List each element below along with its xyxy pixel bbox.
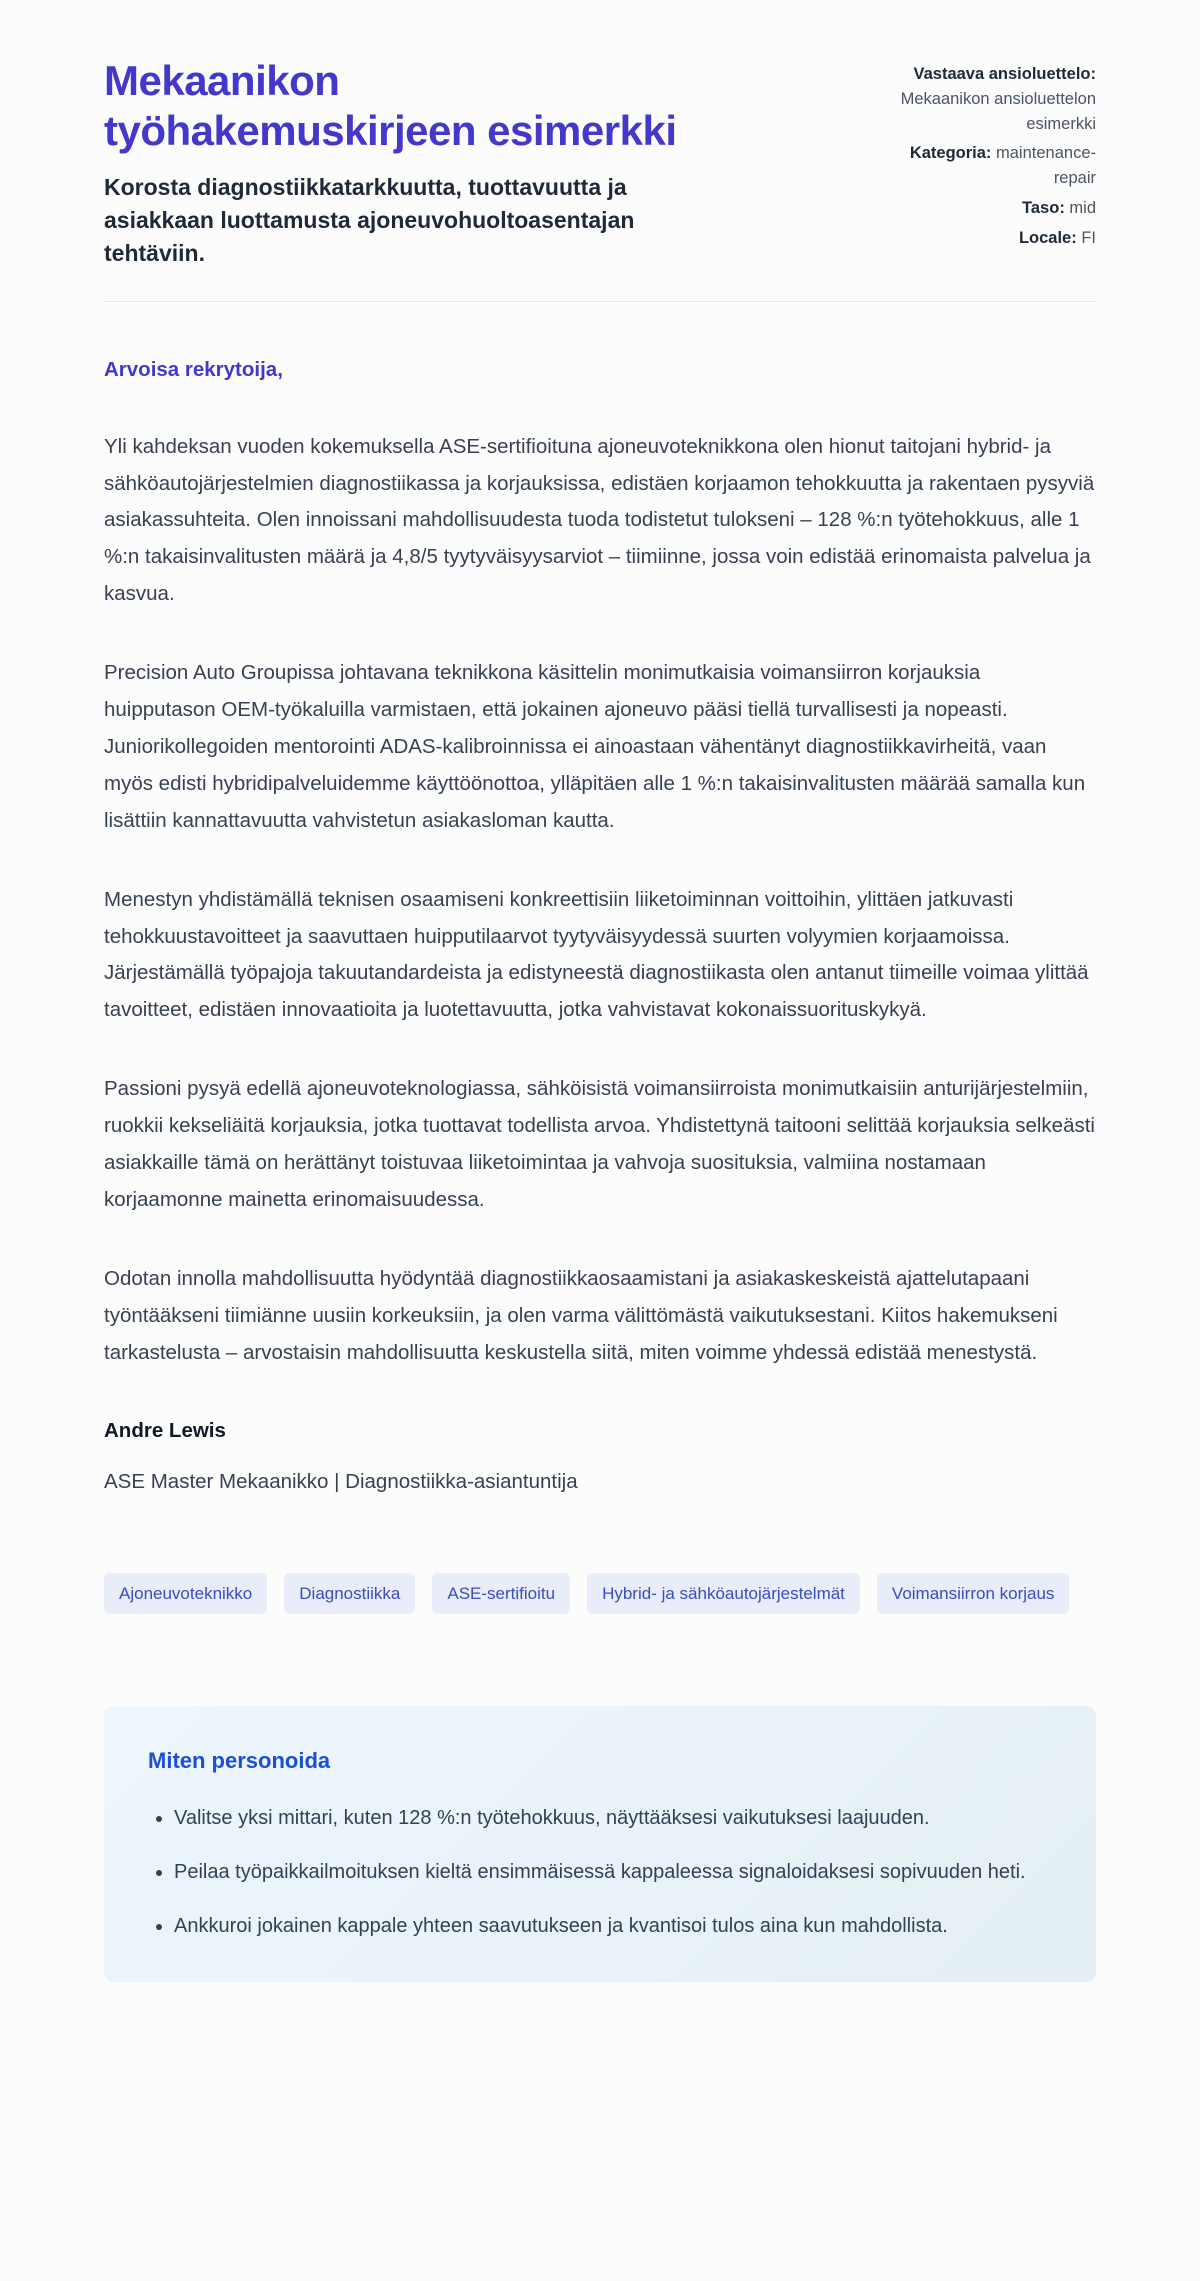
tips-title: Miten personoida (148, 1748, 331, 1774)
tips-box (104, 1706, 1096, 1982)
meta-value: maintenance-repair (996, 144, 1096, 187)
meta-value: Mekaanikon ansioluettelon esimerkki (900, 89, 1096, 133)
meta-item-matching-resume (868, 62, 1096, 136)
signature-name: Andre Lewis (104, 1419, 226, 1443)
signature-role: ASE Master Mekaanikko | Diagnostiikka-asiantuntija (104, 1470, 578, 1494)
meta-label: Locale: (1018, 228, 1077, 247)
meta-item-category (868, 141, 1096, 191)
meta-panel (868, 56, 1096, 255)
letter-paragraph-3: Menestyn yhdistämällä teknisen osaamiseni konkreettisiin liiketoiminnan voittoihin, ylittäen jatkuvasti tehokkuustavoitteet ja saavuttaen huipputilaarvot tyytyväisyydessä suurten volyymien korjaamoissa. Järjestämällä työpajoja takuutandardeista ja edistyneestä diagnostiikasta olen antanut tiimeille voimaa ylittää tavoitteet, edistäen innovaatioita ja luotettavuutta, jotka vahvistavat kokonaissuorituskykyä. (104, 887, 1089, 1022)
page-subtitle: Korosta diagnostiikkatarkkuutta, tuottavuutta ja asiakkaan luottamusta ajoneuvohuoltoasentajan tehtäviin. (104, 173, 635, 267)
tag-hybrid-ja-sahkoautojarjestelmat[interactable]: Hybrid- ja sähköautojärjestelmät (587, 1573, 860, 1614)
tag-ase-sertifioitu[interactable]: ASE-sertifioitu (432, 1573, 570, 1614)
title-block (104, 56, 828, 271)
tag-ajoneuvoteknikko[interactable]: Ajoneuvoteknikko (104, 1573, 267, 1614)
tag-list (104, 1573, 1096, 1614)
tips-item-2: • Peilaa työpaikkailmoituksen kieltä ensimmäisessä kappaleessa signaloidaksesi sopivuuden heti. (174, 1856, 1052, 1888)
page-title: Mekaanikon työhakemuskirjeen esimerkki (104, 57, 677, 155)
letter-paragraph-2: Precision Auto Groupissa johtavana teknikkona käsittelin monimutkaisia voimansiirron korjauksia huipputason OEM-työkaluilla varmistaen, että jokainen ajoneuvo pääsi tiellä turvallisesti ja nopeasti. Juniorikollegoiden mentorointi ADAS-kalibroinnissa ei ainoastaan vähentänyt diagnostiikkavirheitä, vaan myös edisti hybridipalveluidemme käyttöönottoa, ylläpitäen alle 1 %:n takaisinvalitusten määrää samalla kun lisättiin kannattavuutta vahvistetun asiakasloman kautta. (104, 661, 1086, 832)
meta-value: FI (1081, 228, 1096, 247)
divider (104, 301, 1096, 302)
letter-body (104, 352, 1096, 1501)
meta-item-locale (868, 226, 1096, 251)
tips-item-1: • Valitse yksi mittari, kuten 128 %:n työtehokkuus, näyttääksesi vaikutuksesi laajuuden. (174, 1802, 1052, 1834)
meta-label: Vastaava ansioluettelo: (913, 65, 1096, 83)
tag-diagnostiikka[interactable]: Diagnostiikka (284, 1573, 415, 1614)
cover-letter-page (104, 0, 1096, 2038)
meta-label: Kategoria: (909, 144, 992, 163)
tips-list (148, 1802, 1052, 1942)
meta-label: Taso: (1022, 198, 1065, 217)
letter-paragraph-1: Yli kahdeksan vuoden kokemuksella ASE-sertifioituna ajoneuvoteknikkona olen hionut taitojani hybrid- ja sähköautojärjestelmien diagnostiikassa ja korjauksissa, edistäen korjaamon tehokkuutta ja rakentaen pysyviä asiakassuhteita. Olen innoissani mahdollisuudesta tuoda todistetut tulokseni – 128 %:n työtehokkuus, alle 1 %:n takaisinvalitusten määrä ja 4,8/5 tyytyväisyysarviot – tiimiinne, jossa voin edistää erinomaista palvelua ja kasvua. (104, 434, 1095, 606)
meta-item-level (868, 196, 1096, 221)
letter-paragraph-4: Passioni pysyä edellä ajoneuvoteknologiassa, sähköisistä voimansiirroista monimutkaisiin anturijärjestelmiin, ruokkii kekseliäitä korjauksia, jotka tuottavat todellista arvoa. Yhdistettynä taitooni selittää korjauksia selkeästi asiakkaille tämä on herättänyt toistuvaa liiketoimintaa ja vahvoja suosituksia, valmiina nostamaan korjaamonne mainetta erinomaisuudessa. (104, 1077, 1095, 1211)
tips-item-3: • Ankkuroi jokainen kappale yhteen saavutukseen ja kvantisoi tulos aina kun mahdollista. (174, 1910, 1052, 1942)
letter-greeting: Arvoisa rekrytoija, (104, 357, 283, 381)
tag-voimansiirron-korjaus[interactable]: Voimansiirron korjaus (877, 1573, 1070, 1614)
letter-paragraph-5: Odotan innolla mahdollisuutta hyödyntää diagnostiikkaosaamistani ja asiakaskeskeistä ajattelutapaani työntääkseni tiimiänne uusiin korkeuksiin, ja olen varma välittömästä vaikutuksestani. Kiitos hakemukseni tarkastelusta – arvostaisin mahdollisuutta keskustella siitä, miten voimme yhdessä edistää menestystä. (104, 1266, 1058, 1364)
meta-value: mid (1069, 198, 1096, 217)
page-header (104, 56, 1096, 271)
